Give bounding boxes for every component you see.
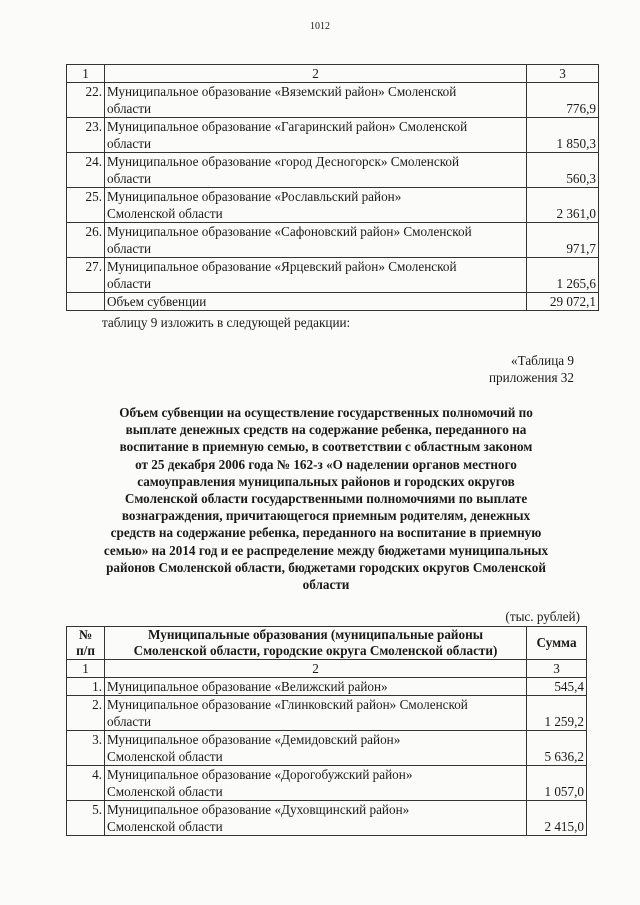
table-row xyxy=(67,83,599,118)
table-head-row xyxy=(67,627,587,660)
row-number: 4. xyxy=(67,766,105,801)
intro-text: таблицу 9 изложить в следующей редакции: xyxy=(102,315,351,330)
title-line: воспитание в приемную семью, в соответствии с областным законом xyxy=(119,439,533,455)
document-title xyxy=(66,404,586,593)
col-amount-header: 3 xyxy=(527,65,599,83)
col-name-index: 2 xyxy=(105,660,527,678)
table-ref-line-2: приложения 32 xyxy=(488,370,574,385)
row-name: Муниципальное образование «Гагаринский район» Смоленской области xyxy=(105,118,527,153)
row-amount: 2 361,0 xyxy=(527,188,599,223)
table-row xyxy=(67,696,587,731)
table-row xyxy=(67,223,599,258)
row-name: Муниципальное образование «Глинковский район» Смоленской области xyxy=(105,696,527,731)
col-name-header: 2 xyxy=(105,65,527,83)
table-row xyxy=(67,153,599,188)
title-line: самоуправления муниципальных районов и городских округов xyxy=(137,473,515,489)
total-number xyxy=(67,293,105,311)
row-name: Муниципальное образование «город Десногорск» Смоленской области xyxy=(105,153,527,188)
subvention-table-continued xyxy=(66,64,599,311)
row-amount: 776,9 xyxy=(527,83,599,118)
row-number: 1. xyxy=(67,678,105,696)
total-amount: 29 072,1 xyxy=(527,293,599,311)
title-line: выплате денежных средств на содержание ребенка, переданного на xyxy=(125,422,527,438)
row-amount: 1 057,0 xyxy=(527,766,587,801)
column-numbering-row xyxy=(67,660,587,678)
table-row xyxy=(67,766,587,801)
title-line: семью» на 2014 год и ее распределение между бюджетами муниципальных xyxy=(103,542,549,558)
row-number: 3. xyxy=(67,731,105,766)
row-name: Муниципальное образование «Духовщинский район» Смоленской области xyxy=(105,801,527,836)
title-line: средств на содержание ребенка, переданного на воспитание в приемную xyxy=(110,525,542,541)
row-number: 2. xyxy=(67,696,105,731)
row-name: Муниципальное образование «Велижский район» xyxy=(105,678,527,696)
row-number: 24. xyxy=(67,153,105,188)
row-amount: 5 636,2 xyxy=(527,731,587,766)
col-number-index: 1 xyxy=(67,660,105,678)
row-name: Муниципальное образование «Ярцевский район» Смоленской области xyxy=(105,258,527,293)
row-name: Муниципальное образование «Вяземский район» Смоленской области xyxy=(105,83,527,118)
table-header-row xyxy=(67,65,599,83)
col-amount-index: 3 xyxy=(527,660,587,678)
table-row xyxy=(67,731,587,766)
row-amount: 2 415,0 xyxy=(527,801,587,836)
col-name-header: Муниципальные образования (муниципальные районы Смоленской области, городские округа Смоленской области) xyxy=(105,627,527,660)
row-amount: 1 265,6 xyxy=(527,258,599,293)
row-amount: 1 259,2 xyxy=(527,696,587,731)
row-amount: 971,7 xyxy=(527,223,599,258)
row-name: Муниципальное образование «Рославльский район» Смоленской области xyxy=(105,188,527,223)
col-number-header: 1 xyxy=(67,65,105,83)
title-line: Объем субвенции на осуществление государственных полномочий по xyxy=(119,405,533,420)
row-name: Муниципальное образование «Сафоновский район» Смоленской области xyxy=(105,223,527,258)
row-number: 27. xyxy=(67,258,105,293)
title-line: Смоленской области государственными полномочиями по выплате xyxy=(124,491,528,507)
title-line: от 25 декабря 2006 года № 162-з «О наделении органов местного xyxy=(135,456,517,472)
row-amount: 1 850,3 xyxy=(527,118,599,153)
table-row xyxy=(67,258,599,293)
row-number: 25. xyxy=(67,188,105,223)
title-line: районов Смоленской области, бюджетами городских округов Смоленской xyxy=(106,559,546,575)
subvention-distribution-table xyxy=(66,626,587,836)
row-number: 22. xyxy=(67,83,105,118)
row-number: 5. xyxy=(67,801,105,836)
row-name: Муниципальное образование «Дорогобужский район» Смоленской области xyxy=(105,766,527,801)
row-number: 26. xyxy=(67,223,105,258)
row-amount: 545,4 xyxy=(527,678,587,696)
col-amount-header: Сумма xyxy=(527,627,587,660)
table-row xyxy=(67,678,587,696)
total-label: Объем субвенции xyxy=(105,293,527,311)
page-number: 1012 xyxy=(310,21,330,32)
row-number: 23. xyxy=(67,118,105,153)
total-row xyxy=(67,293,599,311)
row-name: Муниципальное образование «Демидовский район» Смоленской области xyxy=(105,731,527,766)
title-line: области xyxy=(302,577,350,593)
col-number-header: № п/п xyxy=(67,627,105,660)
table-row xyxy=(67,801,587,836)
table-row xyxy=(67,188,599,223)
row-amount: 560,3 xyxy=(527,153,599,188)
title-line: вознаграждения, причитающегося приемным родителям, денежных xyxy=(121,508,531,524)
table-row xyxy=(67,118,599,153)
table-ref-line-1: «Таблица 9 xyxy=(511,353,574,368)
units-label: (тыс. рублей) xyxy=(505,609,580,624)
